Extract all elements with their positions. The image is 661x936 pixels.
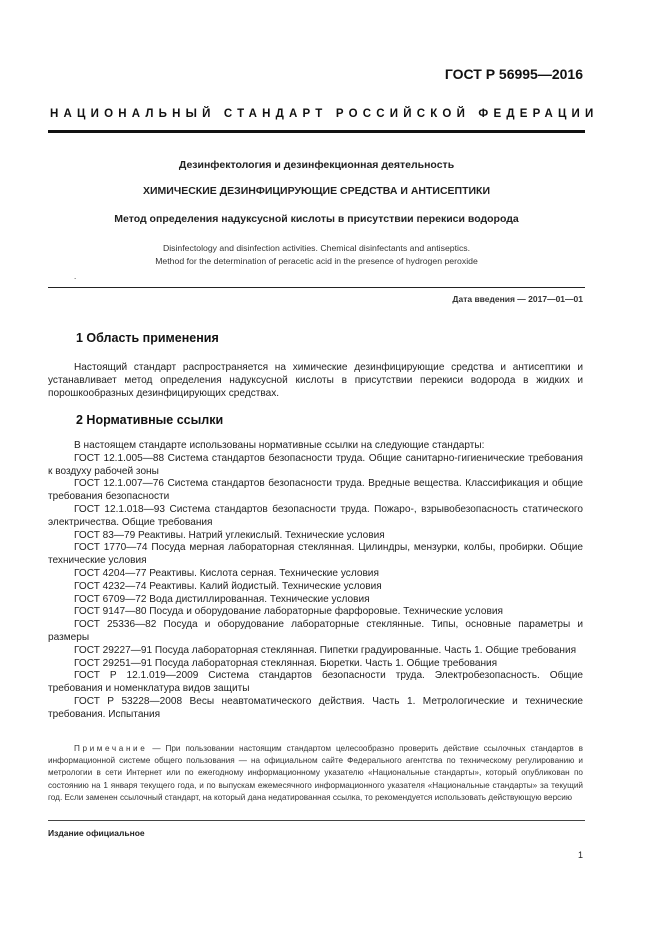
title-line-1: Дезинфектология и дезинфекционная деятельность (178, 159, 455, 171)
reference-item: ГОСТ 9147—80 Посуда и оборудование лабораторные фарфоровые. Технические условия (74, 606, 503, 618)
reference-item: ГОСТ 12.1.007—76 Система стандартов безопасности труда. Вредные вещества. Классификация и общие требования безопасности (48, 478, 583, 503)
reference-item: ГОСТ 25336—82 Посуда и оборудование лабораторные стеклянные. Типы, основные параметры и размеры (48, 619, 583, 643)
reference-item: ГОСТ 12.1.018—93 Система стандартов безопасности труда. Пожаро-, взрывобезопасность статического электричества. Общие требования (48, 503, 583, 528)
reference-item: ГОСТ 1770—74 Посуда мерная лабораторная стеклянная. Цилиндры, мензурки, колбы, пробирки. Общие технические условия (48, 542, 583, 567)
reference-item: ГОСТ Р 12.1.019—2009 Система стандартов безопасности труда. Электробезопасность. Общие требования и номенклатура видов защиты (48, 670, 583, 695)
document-number: ГОСТ Р 56995—2016 (444, 66, 583, 82)
title-line-3: Метод определения надуксусной кислоты в присутствии перекиси водорода (114, 213, 519, 225)
title-line-2: ХИМИЧЕСКИЕ ДЕЗИНФИЦИРУЮЩИЕ СРЕДСТВА И АНТИСЕПТИКИ (143, 185, 490, 197)
national-standard-banner: НАЦИОНАЛЬНЫЙ СТАНДАРТ РОССИЙСКОЙ ФЕДЕРАЦИИ (50, 108, 599, 120)
reference-item: ГОСТ 4232—74 Реактивы. Калий йодистый. Технические условия (74, 580, 382, 592)
reference-item: ГОСТ 12.1.005—88 Система стандартов безопасности труда. Общие санитарно-гигиенические требования к воздуху рабочей зоны (48, 452, 583, 477)
section-1-heading: 1 Область применения (76, 331, 219, 345)
reference-item: ГОСТ 29251—91 Посуда лабораторная стеклянная. Бюретки. Часть 1. Общие требования (74, 657, 498, 669)
section-1-text: Настоящий стандарт распространяется на химические дезинфицирующие средства и антисептики и устанавливает метод определения надуксусной кислоты в присутствии перекиси водорода в жидких и порошкообразных дезинфицирующих средствах. (48, 362, 583, 399)
header-divider (48, 130, 585, 133)
english-title-line-1: Disinfectology and disinfection activities. Chemical disinfectants and antiseptics. (162, 243, 471, 253)
section-2-heading: 2 Нормативные ссылки (76, 413, 224, 427)
english-title-line-2: Method for the determination of peracetic acid in the presence of hydrogen peroxide (155, 256, 478, 266)
reference-item: ГОСТ 29227—91 Посуда лабораторная стеклянная. Пипетки градуированные. Часть 1. Общие требования (74, 644, 577, 656)
note-paragraph (48, 743, 583, 804)
note-label: Примечание (74, 744, 148, 753)
note-text: — При пользовании настоящим стандартом целесообразно проверить действие ссылочных стандартов в информационной системе общего пользования — на официальном сайте Федерального агентства по техническому регулированию и метрологии в сети Интернет или по ежегодному информационному указателю «Национальные стандарты», который опубликован по состоянию на 1 января текущего года, и по выпускам ежемесячного информационного указателя «Национальные стандарты» за текущий год. Если заменен ссылочный стандарт, на который дана недатированная ссылка, то рекомендуется использовать действующую версию (48, 744, 583, 802)
footer-divider (48, 820, 585, 821)
section-1-body (48, 362, 583, 400)
title-divider (48, 287, 585, 288)
introduction-date: Дата введения — 2017—01—01 (452, 294, 583, 304)
stray-dot: . (74, 272, 77, 281)
official-edition-label: Издание официальное (48, 828, 145, 838)
section-2-lead: В настоящем стандарте использованы нормативные ссылки на следующие стандарты: (74, 440, 485, 451)
page-number: 1 (578, 850, 584, 860)
reference-item: ГОСТ 4204—77 Реактивы. Кислота серная. Технические условия (74, 567, 379, 579)
reference-item: ГОСТ 83—79 Реактивы. Натрий углекислый. Технические условия (74, 529, 385, 541)
reference-item: ГОСТ Р 53228—2008 Весы неавтоматического действия. Часть 1. Метрологические и технические требования. Испытания (48, 695, 583, 720)
section-2-body (48, 440, 583, 722)
reference-item: ГОСТ 6709—72 Вода дистиллированная. Технические условия (74, 593, 370, 605)
